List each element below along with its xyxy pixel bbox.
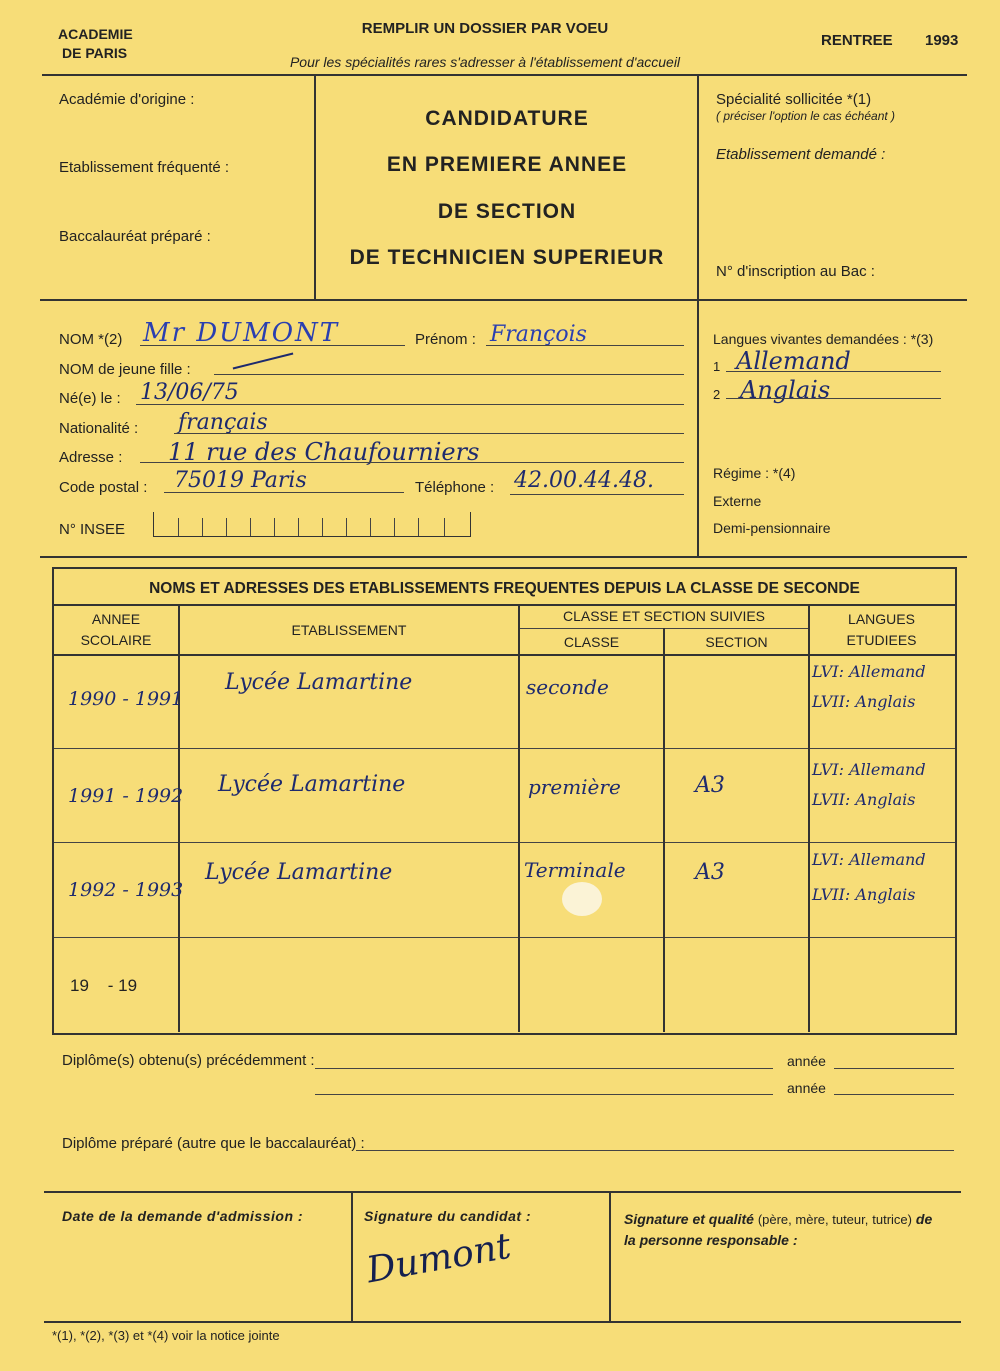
jeune-fille-dash xyxy=(233,353,294,370)
insee-label: N° INSEE xyxy=(59,521,126,538)
candidate-signature: Dumont xyxy=(363,1225,514,1292)
prenom-line xyxy=(486,345,684,346)
annee-label-2: année xyxy=(787,1080,826,1096)
diplome-prepare-label: Diplôme préparé (autre que le baccalauréat) : xyxy=(62,1135,365,1152)
row1-classe: seconde xyxy=(526,675,609,699)
etablissement-demande-label: Etablissement demandé : xyxy=(716,146,886,163)
diplome-obtenu-label: Diplôme(s) obtenu(s) précédemment : xyxy=(62,1052,315,1069)
telephone-line xyxy=(510,494,684,495)
langue-2-line xyxy=(726,398,941,399)
nom-label: NOM *(2) xyxy=(59,331,123,348)
rentree-year: 1993 xyxy=(925,32,959,49)
nom-value: Mr DUMONT xyxy=(143,318,340,348)
ne-value: 13/06/75 xyxy=(140,380,239,405)
jeune-fille-line xyxy=(214,374,684,375)
specialite-label: Spécialité sollicitée *(1) xyxy=(716,91,872,108)
signature-candidat-label: Signature du candidat : xyxy=(364,1208,532,1224)
col-langues-1: LANGUES xyxy=(848,611,915,627)
etablissement-frequente-label: Etablissement fréquenté : xyxy=(59,159,230,176)
demi-pensionnaire-option[interactable]: Demi-pensionnaire xyxy=(713,520,831,536)
row2-lv2: LVII: Anglais xyxy=(812,790,916,809)
telephone-value: 42.00.44.48. xyxy=(514,468,654,493)
code-postal-line xyxy=(164,492,404,493)
footer-bottom-rule xyxy=(44,1321,961,1323)
row2-classe: première xyxy=(528,775,621,799)
specialites-note: Pour les spécialités rares s'adresser à l'établissement d'accueil xyxy=(289,54,681,70)
nationalite-label: Nationalité : xyxy=(59,420,139,437)
baccalaureat-label: Baccalauréat préparé : xyxy=(59,228,211,245)
academie-label: ACADEMIE xyxy=(58,26,133,42)
identity-bottom-rule xyxy=(40,556,967,558)
col-section: SECTION xyxy=(705,634,768,650)
row1-etablissement: Lycée Lamartine xyxy=(225,670,413,695)
ne-label: Né(e) le : xyxy=(59,390,121,407)
telephone-label: Téléphone : xyxy=(415,479,495,496)
row1-lv1: LVI: Allemand xyxy=(812,662,926,681)
row3-section: A3 xyxy=(695,860,725,885)
top-rule xyxy=(42,74,967,76)
col-annee-1: ANNEE xyxy=(91,611,141,627)
diplome-obtenu-line2[interactable] xyxy=(315,1094,773,1095)
nationalite-value: français xyxy=(178,410,268,435)
langue-1-value: Allemand xyxy=(736,347,851,375)
row2-section: A3 xyxy=(695,773,725,798)
annee-line-2[interactable] xyxy=(834,1094,954,1095)
regime-label: Régime : *(4) xyxy=(713,465,796,481)
col-etablissement: ETABLISSEMENT xyxy=(291,622,407,638)
row2-etablissement: Lycée Lamartine xyxy=(218,772,406,797)
rentree-label: RENTREE xyxy=(821,32,893,49)
de-paris-label: DE PARIS xyxy=(62,45,128,61)
col-langues-2: ETUDIEES xyxy=(846,632,917,648)
langue-1-number: 1 xyxy=(713,359,721,374)
table-title: NOMS ET ADRESSES DES ETABLISSEMENTS FREQUENTES DEPUIS LA CLASSE DE SECONDE xyxy=(149,580,860,597)
notice-footnote: *(1), *(2), *(3) et *(4) voir la notice jointe xyxy=(52,1328,280,1343)
annee-label-1: année xyxy=(787,1053,826,1069)
row3-etablissement: Lycée Lamartine xyxy=(205,860,393,885)
row2-lv1: LVI: Allemand xyxy=(812,760,926,779)
identity-divider xyxy=(697,300,699,556)
title-line1: CANDIDATURE xyxy=(425,107,589,130)
row1-annee: 1990 - 1991 xyxy=(68,688,184,710)
date-demande-label: Date de la demande d'admission : xyxy=(62,1208,304,1224)
remplir-heading: REMPLIR UN DOSSIER PAR VOEU xyxy=(361,20,609,37)
row3-lv1: LVI: Allemand xyxy=(812,850,926,869)
insee-boxes[interactable] xyxy=(153,512,471,537)
adresse-value: 11 rue des Chaufourniers xyxy=(168,438,480,466)
mid-rule xyxy=(40,299,967,301)
row2-annee: 1991 - 1992 xyxy=(68,785,184,807)
langue-1-line xyxy=(726,371,941,372)
langues-label: Langues vivantes demandées : *(3) xyxy=(713,331,934,347)
row3-annee: 1992 - 1993 xyxy=(68,879,184,901)
signature-qualite-label: Signature et qualité (père, mère, tuteur, tutrice) de la personne responsable : xyxy=(624,1211,933,1248)
ne-line xyxy=(136,404,684,405)
row1-lv2: LVII: Anglais xyxy=(812,692,916,711)
academie-origine-label: Académie d'origine : xyxy=(59,91,195,108)
diplome-obtenu-line1[interactable] xyxy=(315,1068,773,1069)
col-classe-section: CLASSE ET SECTION SUIVIES xyxy=(562,608,766,624)
code-postal-value: 75019 Paris xyxy=(174,468,307,493)
footer-top-rule xyxy=(44,1191,961,1193)
diplome-prepare-line[interactable] xyxy=(356,1150,954,1151)
col-annee-2: SCOLAIRE xyxy=(80,632,152,648)
jeune-fille-label: NOM de jeune fille : xyxy=(59,361,191,378)
nom-line xyxy=(140,345,405,346)
prenom-value: François xyxy=(490,322,587,347)
title-line2: EN PREMIERE ANNEE xyxy=(386,153,628,176)
adresse-line xyxy=(140,462,684,463)
preciser-note: ( préciser l'option le cas échéant ) xyxy=(716,109,896,123)
externe-option[interactable]: Externe xyxy=(713,493,762,509)
annee-line-1[interactable] xyxy=(834,1068,954,1069)
adresse-label: Adresse : xyxy=(59,449,123,466)
row3-classe: Terminale xyxy=(524,858,626,882)
title-line3: DE SECTION xyxy=(437,200,577,223)
nationalite-line xyxy=(174,433,684,434)
col-classe: CLASSE xyxy=(563,634,620,650)
row3-lv2: LVII: Anglais xyxy=(812,885,916,904)
code-postal-label: Code postal : xyxy=(59,479,148,496)
title-line4: DE TECHNICIEN SUPERIEUR xyxy=(349,246,665,269)
langue-2-value: Anglais xyxy=(740,376,831,404)
row4-annee: 19 - 19 xyxy=(70,976,138,995)
langue-2-number: 2 xyxy=(713,387,721,402)
correction-fluid-spot xyxy=(562,882,602,916)
inscription-bac-label: N° d'inscription au Bac : xyxy=(716,263,875,280)
prenom-label: Prénom : xyxy=(415,331,476,348)
